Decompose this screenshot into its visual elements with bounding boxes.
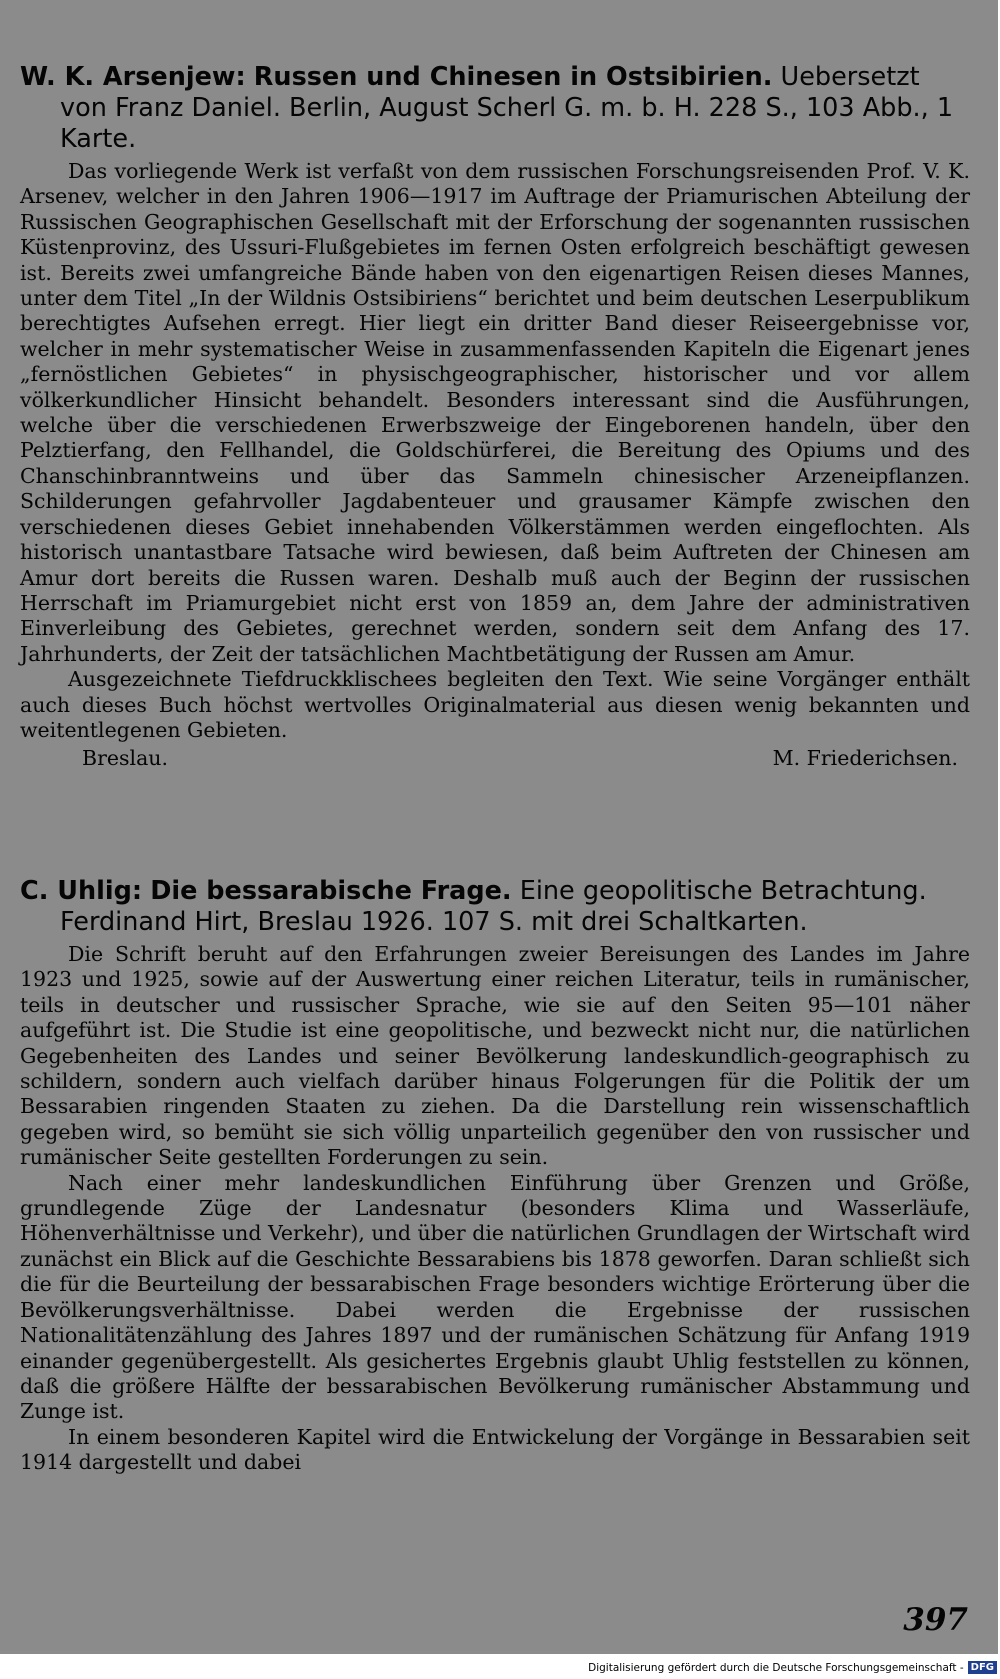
- signature-reviewer: M. Friederichsen.: [772, 746, 958, 771]
- publication-details: Uebersetzt von Franz Daniel. Berlin, August Scherl G. m. b. H. 228 S., 103 Abb., 1 Karte.: [60, 62, 954, 154]
- review-paragraph: Ausgezeichnete Tiefdruckklischees begleiten den Text. Wie seine Vorgänger enthält auch dieses Buch höchst wertvolles Originalmaterial aus diesen wenig bekannten und weitentlegenen Gebieten.: [20, 667, 970, 742]
- publication-details: Eine geopolitische Betrachtung. Ferdinand Hirt, Breslau 1926. 107 S. mit drei Schaltkarten.: [60, 876, 927, 937]
- review-arsenjew: [20, 62, 970, 771]
- book-title: Russen und Chinesen in Ostsibirien.: [253, 62, 773, 92]
- review-author: C. Uhlig:: [20, 876, 143, 906]
- page-number: 397: [903, 1602, 968, 1638]
- review-paragraph: In einem besonderen Kapitel wird die Entwickelung der Vorgänge in Bessarabien seit 1914 dargestellt und dabei: [20, 1424, 970, 1475]
- review-uhlig: [20, 876, 970, 1476]
- digitization-footer: [0, 1656, 1000, 1679]
- review-paragraph: Die Schrift beruht auf den Erfahrungen zweier Bereisungen des Landes im Jahre 1923 und 1925, sowie auf der Auswertung einer reichen Literatur, teils in rumänischer, teils in deutscher und russischer Sprache, wie sie auf den Seiten 95—101 näher aufgeführt ist. Die Studie ist eine geopolitische, und bezweckt nicht nur, die natürlichen Gegebenheiten des Landes und seiner Bevölkerung landeskundlich-geographisch zu schildern, sondern auch vielfach darüber hinaus Folgerungen für die Politik der um Bessarabien ringenden Staaten zu ziehen. Da die Darstellung rein wissenschaftlich gegeben wird, so bemüht sie sich völlig unparteilich gegenüber den von russischer und rumänischer Seite gestellten Forderungen zu sein.: [20, 942, 970, 1170]
- book-title: Die bessarabische Frage.: [150, 876, 512, 906]
- dfg-logo: DFG: [968, 1661, 997, 1674]
- footer-text: Digitalisierung gefördert durch die Deutsche Forschungsgemeinschaft -: [588, 1661, 964, 1674]
- review-paragraph: Nach einer mehr landeskundlichen Einführung über Grenzen und Größe, grundlegende Züge der Landesnatur (besonders Klima und Wasserläufe, Höhenverhältnisse und Verkehr), und über die natürlichen Grundlagen der Wirtschaft wird zunächst ein Blick auf die Geschichte Bessarabiens bis 1878 geworfen. Daran schließt sich die für die Beurteilung der bessarabischen Frage besonders wichtige Erörterung über die Bevölkerungsverhältnisse. Dabei werden die Ergebnisse der russischen Nationalitätenzählung des Jahres 1897 und der rumänischen Schätzung für Anfang 1919 einander gegenübergestellt. Als gesichertes Ergebnis glaubt Uhlig feststellen zu können, daß die größere Hälfte der bessarabischen Bevölkerung rumänischer Abstammung und Zunge ist.: [20, 1170, 971, 1424]
- review-paragraph: Das vorliegende Werk ist verfaßt von dem russischen Forschungsreisenden Prof. V. K. Arsenev, welcher in den Jahren 1906—1917 im Auftrage der Priamurischen Abteilung der Russischen Geographischen Gesellschaft mit der Erforschung der sogenannten russischen Küstenprovinz, des Ussuri-Flußgebietes im fernen Osten erfolgreich beschäftigt gewesen ist. Bereits zwei umfangreiche Bände haben von den eigenartigen Reisen dieses Mannes, unter dem Titel „In der Wildnis Ostsibiriens“ berichtet und beim deutschen Leserpublikum berechtigtes Aufsehen erregt. Hier liegt ein dritter Band dieser Reiseergebnisse vor, welcher in mehr systematischer Weise in zusammenfassenden Kapiteln die Eigenart jenes „fernöstlichen Gebietes“ in physischgeographischer, historischer und vor allem völkerkundlicher Hinsicht behandelt. Besonders interessant sind die Ausführungen, welche über die verschiedenen Erwerbszweige der Eingeborenen handeln, über den Pelztierfang, den Fellhandel, die Goldschürferei, die Bereitung des Opiums und des Chanschinbranntweins und über das Sammeln chinesischer Arzeneipflanzen. Schilderungen gefahrvoller Jagdabenteuer und grausamer Kämpfe zwischen den verschiedenen dieses Gebiet innehabenden Völkerstämmen werden eingeflochten. Als historisch unantastbare Tatsache wird bewiesen, daß beim Auftreten der Chinesen am Amur dort bereits die Russen waren. Deshalb muß auch der Beginn der russischen Herrschaft im Priamurgebiet nicht erst von 1859 an, dem Jahre der administrativen Einverleibung des Gebietes, gerechnet werden, sondern seit dem Anfang des 17. Jahrhunderts, der Zeit der tatsächlichen Machtbetätigung der Russen am Amur.: [20, 159, 970, 666]
- review-heading: [20, 876, 970, 938]
- review-signature: [20, 745, 970, 771]
- review-heading: [20, 62, 970, 155]
- signature-place: Breslau.: [82, 746, 169, 771]
- review-author: W. K. Arsenjew:: [20, 62, 246, 92]
